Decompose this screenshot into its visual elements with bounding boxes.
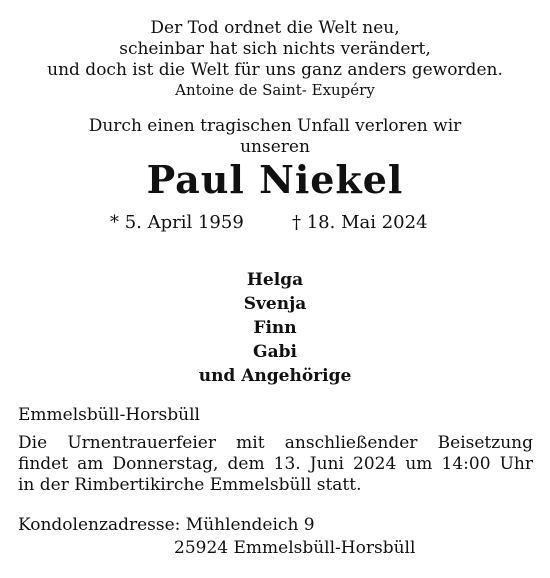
intro-text	[0, 116, 550, 158]
intro-line-2: unseren	[240, 137, 310, 157]
service-line-2: findet am Donnerstag, dem 13. Juni 2024 um 14:00 Uhr	[18, 454, 533, 474]
intro-line-1: Durch einen tragischen Unfall verloren wir	[88, 116, 462, 136]
birth-date: * 5. April 1959	[110, 212, 244, 233]
deceased-name: Paul Niekel	[146, 157, 404, 202]
mourner: Finn	[253, 318, 297, 338]
mourners-list	[0, 268, 550, 388]
poem-line-3: und doch ist die Welt für uns ganz anders geworden.	[47, 60, 503, 80]
mourner: Gabi	[253, 342, 297, 362]
service-text	[18, 433, 533, 496]
poem-line-1: Der Tod ordnet die Welt neu,	[150, 18, 400, 38]
service-line-3: in der Rimbertikirche Emmelsbüll statt.	[18, 475, 362, 495]
service-line-1: Die Urnentrauerfeier mit anschließender Beisetzung	[18, 433, 533, 453]
place: Emmelsbüll-Horsbüll	[18, 405, 200, 425]
condolence-city: 25924 Emmelsbüll-Horsbüll	[174, 538, 416, 558]
poem-author: Antoine de Saint- Exupéry	[175, 81, 375, 99]
mourner: Helga	[246, 270, 304, 290]
mourner: und Angehörige	[198, 366, 352, 386]
condolence-address: Kondolenzadresse: Mühlendeich 9	[18, 515, 315, 535]
poem	[0, 18, 550, 81]
poem-line-2: scheinbar hat sich nichts verändert,	[119, 39, 431, 59]
mourner: Svenja	[243, 294, 307, 314]
death-date: † 18. Mai 2024	[292, 212, 428, 233]
